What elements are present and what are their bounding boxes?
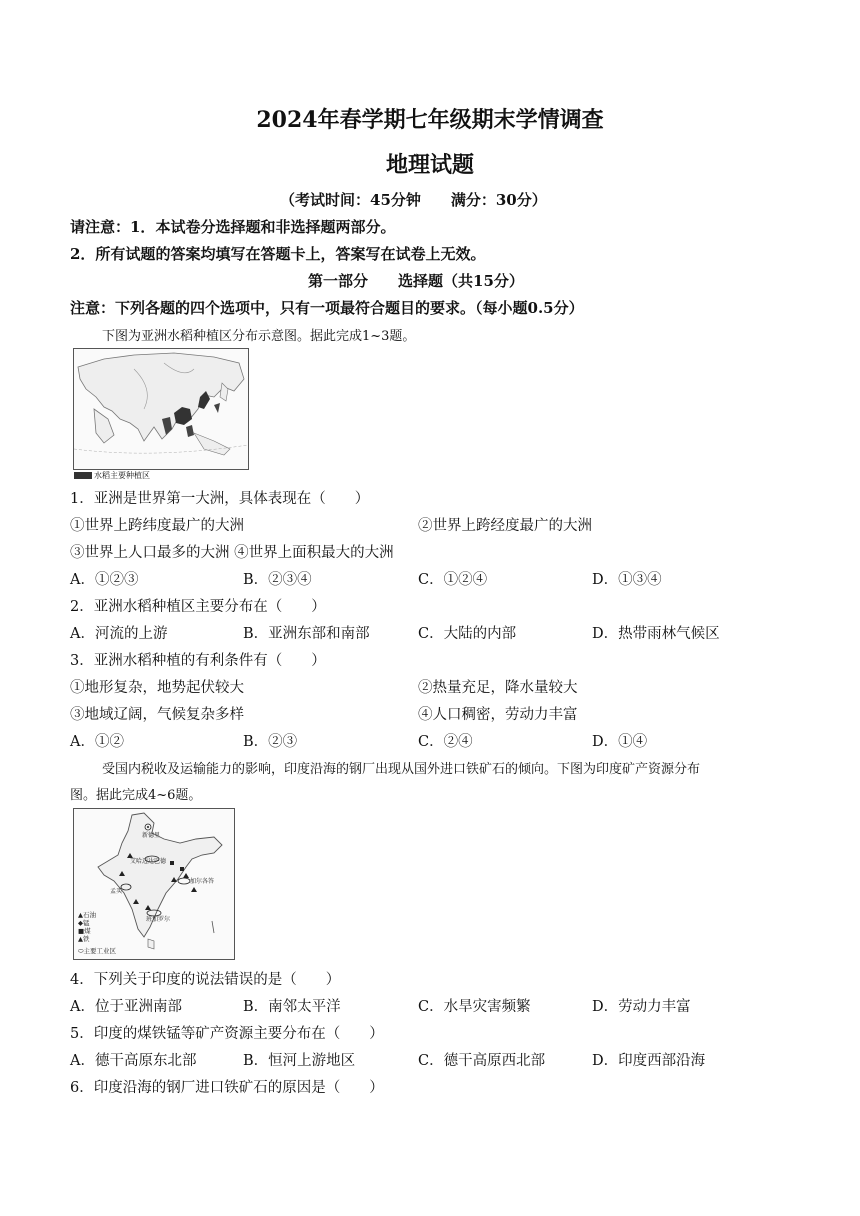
india-map-drawing: [74, 809, 234, 959]
map-label-city2: 艾哈迈达巴德: [130, 858, 167, 865]
exam-info: （考试时间：45分钟 满分：30分）: [280, 191, 547, 209]
rice-legend-label: 水稻主要种植区: [94, 471, 150, 480]
q5-option-d: D．印度西部沿海: [592, 1053, 706, 1069]
passage2-intro-line1: 受国内税收及运输能力的影响，印度沿海的钢厂出现从国外进口铁矿石的倾向。下图为印度矿产资源分布: [102, 762, 701, 777]
map-label-city5: 班加罗尔: [146, 916, 171, 923]
map-label-city3: 加尔各答: [190, 878, 215, 885]
map-label-city1: 新德里: [142, 832, 161, 839]
q5-option-c: C．德干高原西北部: [418, 1053, 546, 1069]
q3-statement-4: ④人口稠密，劳动力丰富: [418, 707, 578, 723]
q1-option-c: C．①②④: [418, 572, 488, 588]
map-legend-coal: ■煤: [78, 927, 91, 935]
subject-title: 地理试题: [385, 152, 474, 178]
map-legend-industrial-zone: ⬭主要工业区: [78, 947, 117, 955]
q3-option-a: A．①②: [70, 734, 124, 750]
q4-stem: 4．下列关于印度的说法错误的是（ ）: [70, 972, 341, 988]
q4-option-c: C．水旱灾害频繁: [418, 999, 531, 1015]
asia-rice-map: [73, 348, 249, 470]
map-legend-iron: ▲铁: [78, 935, 90, 943]
asia-map-drawing: [74, 349, 248, 469]
q1-statement-1: ①世界上跨纬度最广的大洲: [70, 518, 244, 534]
q1-option-a: A．①②③: [70, 572, 139, 588]
q2-option-a: A．河流的上游: [70, 626, 168, 642]
q2-option-b: B．亚洲东部和南部: [243, 626, 370, 642]
q1-stem: 1．亚洲是世界第一大洲，具体表现在（ ）: [70, 491, 370, 507]
map-legend-manganese: ◆锰: [78, 919, 90, 927]
q3-statement-2: ②热量充足，降水量较大: [418, 680, 578, 696]
passage1-intro: 下图为亚洲水稻种植区分布示意图。据此完成1~3题。: [102, 329, 416, 344]
passage2-intro-line2: 图。据此完成4~6题。: [70, 788, 202, 803]
q1-statement-3: ③世界上人口最多的大洲 ④世界上面积最大的大洲: [70, 545, 394, 561]
q5-option-b: B．恒河上游地区: [243, 1053, 356, 1069]
map-label-city4: 孟买: [110, 888, 123, 895]
exam-title: 2024年春学期七年级期末学情调查: [256, 107, 604, 133]
map-legend-oil: ▲石油: [78, 911, 96, 919]
q4-option-d: D．劳动力丰富: [592, 999, 691, 1015]
section-instruction: 注意：下列各题的四个选项中，只有一项最符合题目的要求。（每小题0.5分）: [70, 299, 584, 317]
q3-statement-1: ①地形复杂，地势起伏较大: [70, 680, 244, 696]
rice-legend-swatch: [74, 472, 92, 479]
q3-stem: 3．亚洲水稻种植的有利条件有（ ）: [70, 653, 326, 669]
q2-option-c: C．大陆的内部: [418, 626, 517, 642]
q1-option-b: B．②③④: [243, 572, 312, 588]
q3-option-c: C．②④: [418, 734, 473, 750]
q2-option-d: D．热带雨林气候区: [592, 626, 720, 642]
q3-option-d: D．①④: [592, 734, 648, 750]
q3-statement-3: ③地域辽阔，气候复杂多样: [70, 707, 244, 723]
q2-stem: 2．亚洲水稻种植区主要分布在（ ）: [70, 599, 326, 615]
q5-stem: 5．印度的煤铁锰等矿产资源主要分布在（ ）: [70, 1026, 384, 1042]
q4-option-b: B．南邻太平洋: [243, 999, 341, 1015]
q1-statement-2: ②世界上跨经度最广的大洲: [418, 518, 592, 534]
q4-option-a: A．位于亚洲南部: [70, 999, 182, 1015]
india-mineral-map: [73, 808, 235, 960]
notice-1: 请注意：1．本试卷分选择题和非选择题两部分。: [70, 218, 396, 236]
q5-option-a: A．德干高原东北部: [70, 1053, 197, 1069]
q3-option-b: B．②③: [243, 734, 298, 750]
q1-option-d: D．①③④: [592, 572, 662, 588]
section-heading: 第一部分 选择题（共15分）: [308, 272, 524, 290]
q6-stem: 6．印度沿海的钢厂进口铁矿石的原因是（ ）: [70, 1080, 384, 1096]
notice-2: 2．所有试题的答案均填写在答题卡上，答案写在试卷上无效。: [70, 245, 486, 263]
